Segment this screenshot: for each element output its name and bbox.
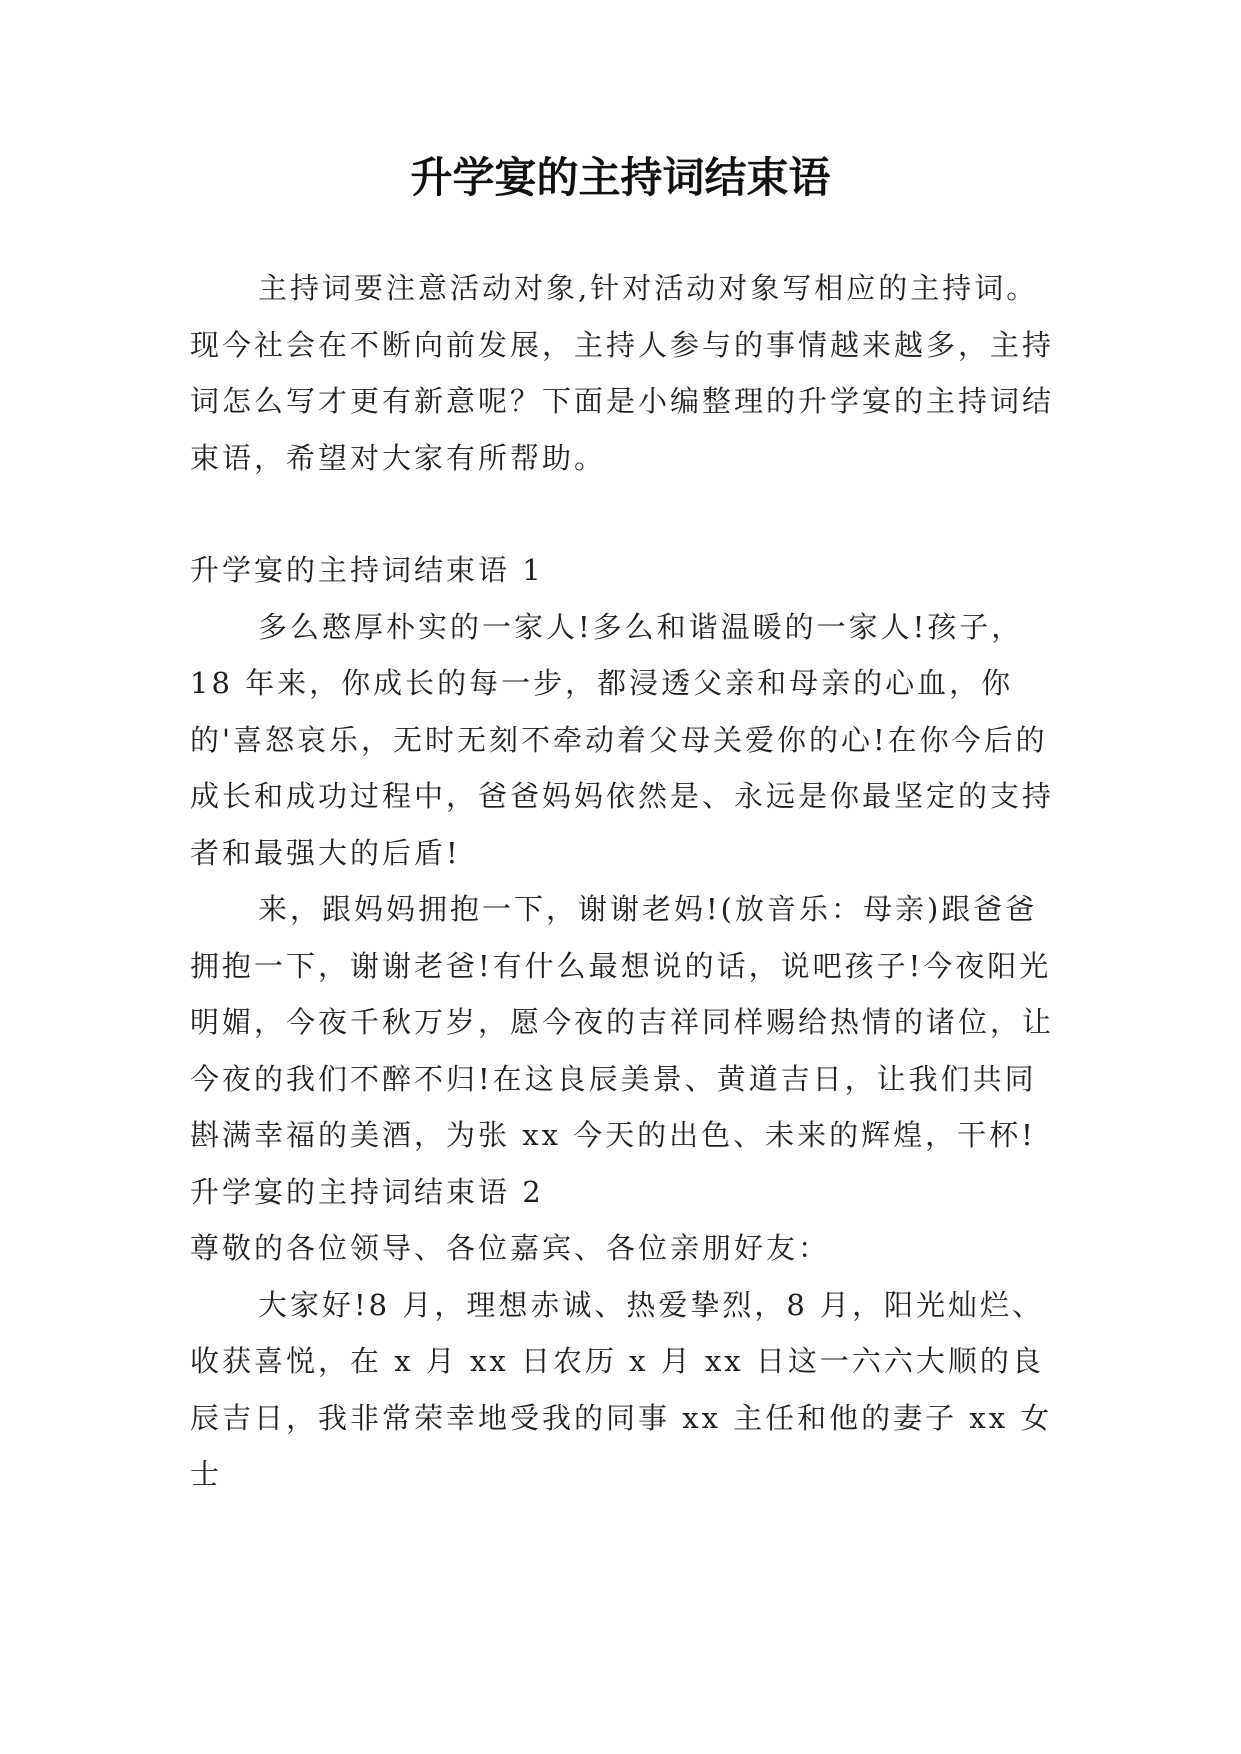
section-heading-2: 升学宴的主持词结束语 2	[190, 1174, 544, 1209]
section2-paragraph-1: 大家好!8 月，理想赤诚、热爱挚烈，8 月，阳光灿烂、收获喜悦，在 x 月 xx 日农历 x 月 xx 日这一六六大顺的良辰吉日，我非常荣幸地受我的同事 xx 主任和他的妻子 xx 女士	[190, 1287, 1053, 1491]
section-heading-1: 升学宴的主持词结束语 1	[190, 553, 544, 587]
document-title: 升学宴的主持词结束语	[410, 153, 831, 202]
section2-salutation: 尊敬的各位领导、各位嘉宾、各位亲朋好友：	[190, 1231, 831, 1265]
intro-paragraph: 主持词要注意活动对象,针对活动对象写相应的主持词。现今社会在不断向前发展，主持人参与的事情越来越多，主持词怎么写才更有新意呢？下面是小编整理的升学宴的主持词结束语，希望对大家有所帮助。	[190, 271, 1055, 475]
section1-paragraph-1: 多么憨厚朴实的一家人!多么和谐温暖的一家人!孩子，18 年来，你成长的每一步，都浸透父亲和母亲的心血，你的'喜怒哀乐，无时无刻不牵动着父母关爱你的心!在你今后的成长和成功过程中，爸爸妈妈依然是、永远是你最坚定的支持者和最强大的后盾!	[190, 609, 1055, 870]
document-body	[190, 260, 1060, 1503]
spacer	[190, 486, 1060, 542]
section1-paragraph-2: 来，跟妈妈拥抱一下，谢谢老妈!(放音乐：母亲)跟爸爸拥抱一下，谢谢老爸!有什么最想说的话，说吧孩子!今夜阳光明媚，今夜千秋万岁，愿今夜的吉祥同样赐给热情的诸位，让今夜的我们不醉不归!在这良辰美景、黄道吉日，让我们共同斟满幸福的美酒，为张 xx 今天的出色、未来的辉煌，干杯!	[190, 892, 1055, 1152]
